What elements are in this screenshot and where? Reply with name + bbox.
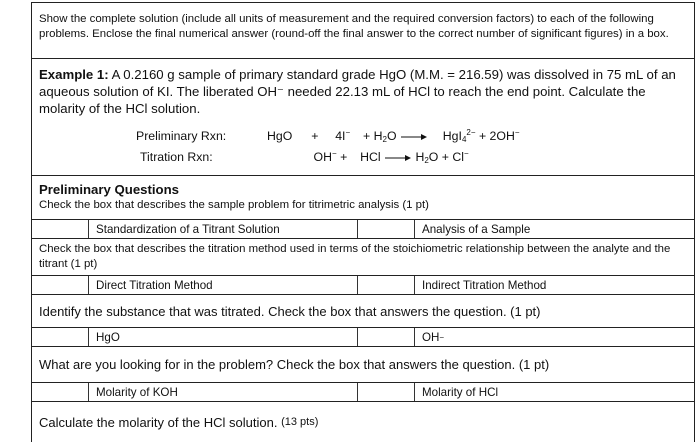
checkbox-standardization[interactable] [32, 220, 89, 238]
rxn1-reactant-water: $H_2O$ [373, 129, 397, 144]
question-5-points: (13 pts) [281, 415, 319, 428]
question-3-text: Identify the substance that was titrated. Check the box that answers the question. (1 pt) [39, 303, 541, 319]
option-standardization: Standardization of a Titrant Solution [88, 220, 358, 238]
checkbox-analysis[interactable] [358, 220, 415, 238]
checkbox-hydroxide[interactable] [358, 328, 415, 346]
example-box [31, 59, 695, 176]
question-4-options [31, 383, 695, 402]
question-2-text: Check the box that describes the titration method used in terms of the stoichiometric relationship between the analyte and the titrant (1 pt) [39, 243, 671, 270]
rxn1-product-complex: HgI$_4^{2-}$ [442, 128, 476, 144]
rxn2-product-water: $H_2O$ [415, 150, 439, 165]
question-1-text: Check the box that describes the sample problem for titrimetric analysis (1 pt) [39, 199, 429, 211]
question-5 [31, 402, 695, 442]
option-direct-titration: Direct Titration Method [88, 276, 358, 294]
rxn1-reactant-iodide: 4I− [335, 128, 351, 143]
question-5-text: Calculate the molarity of the HCl solution. [39, 414, 278, 430]
checkbox-molarity-hcl[interactable] [358, 383, 415, 401]
question-4 [31, 347, 695, 383]
question-3 [31, 295, 695, 328]
option-molarity-hcl: Molarity of HCl [422, 385, 499, 399]
rxn1-plus: + [478, 129, 487, 143]
rxn2-product-chloride: Cl− [452, 149, 469, 164]
option-molarity-koh: Molarity of KOH [88, 383, 358, 401]
rxn1-plus: + [363, 129, 371, 143]
checkbox-molarity-koh[interactable] [32, 383, 89, 401]
rxn1-plus: + [311, 129, 319, 143]
question-1-options [31, 220, 695, 239]
instructions-box [31, 2, 695, 59]
question-2-options [31, 276, 695, 295]
example-label: Example 1: [39, 67, 109, 82]
titration-reaction [140, 145, 469, 169]
rxn2-reactant-hydroxide: OH− [313, 149, 337, 164]
option-hgo: HgO [88, 328, 358, 346]
question-4-text: What are you looking for in the problem? Check the box that answers the question. (1 pt) [39, 357, 550, 372]
option-analysis: Analysis of a Sample [422, 222, 531, 236]
preliminary-rxn-label: Preliminary Rxn: [136, 129, 227, 143]
option-indirect-titration: Indirect Titration Method [422, 278, 547, 292]
question-3-options [31, 328, 695, 347]
example-text: A 0.2160 g sample of primary standard grade HgO (M.M. = 216.59) was dissolved in 75 mL of an aqueous solution of KI. The liberated OH⁻ needed 22.13 mL of HCl to reach the end point. Calculate the molarity of the HCl solution. [39, 67, 676, 116]
rxn1-product-hydroxide: 2OH− [489, 128, 520, 143]
titration-rxn-label: Titration Rxn: [140, 150, 213, 164]
rxn2-plus: + [340, 150, 348, 164]
checkbox-direct-titration[interactable] [32, 276, 89, 294]
option-hydroxide: OH − [422, 330, 445, 344]
question-2 [31, 239, 695, 276]
preliminary-header [31, 176, 695, 220]
rxn2-reactant-hcl: HCl [360, 150, 381, 164]
checkbox-indirect-titration[interactable] [358, 276, 415, 294]
checkbox-hgo[interactable] [32, 328, 89, 346]
worksheet [31, 0, 695, 436]
rxn1-reactant-hgo: HgO [267, 129, 293, 143]
reaction-arrow-icon [400, 133, 428, 141]
instructions-text: Show the complete solution (include all units of measurement and the required conversion factors) to each of the following problems. Enclose the final numerical answer (round-off the final answer to the correct number of significant figures) in a box. [39, 13, 669, 40]
reaction-arrow-icon [384, 154, 412, 162]
preliminary-heading: Preliminary Questions [39, 182, 179, 197]
rxn2-plus: + [441, 150, 449, 164]
